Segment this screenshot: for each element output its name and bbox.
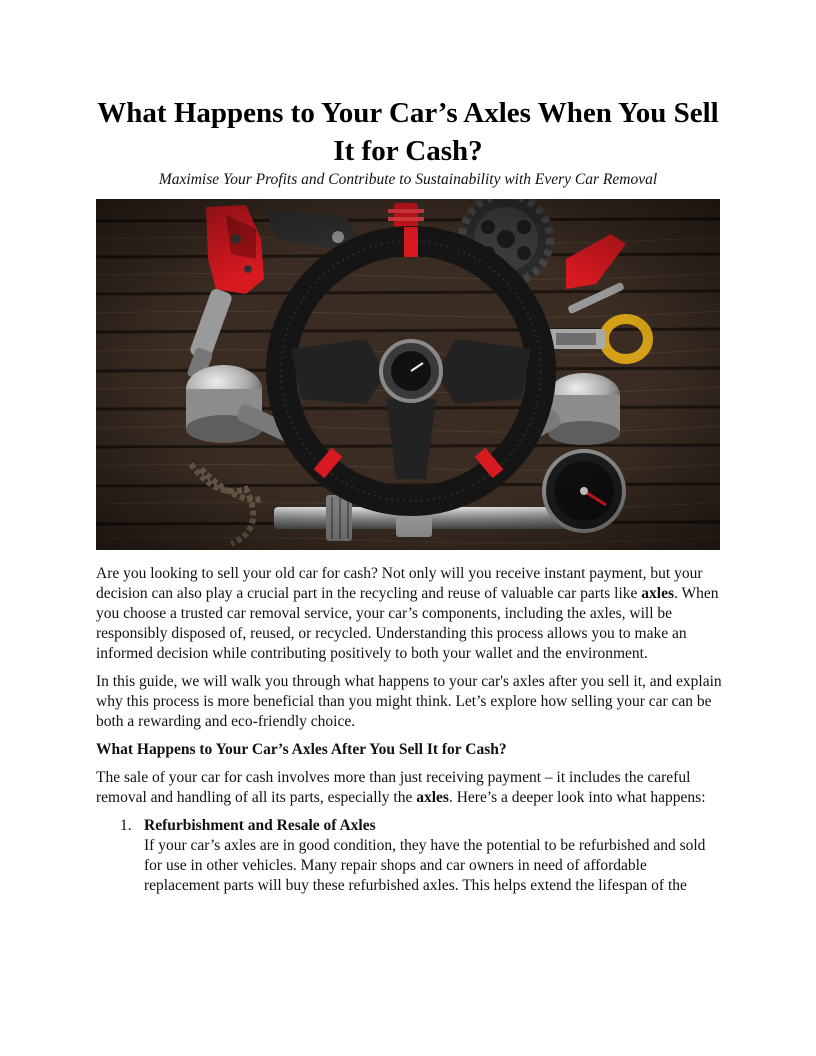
page-subtitle: Maximise Your Profits and Contribute to Sustainability with Every Car Removal xyxy=(158,171,658,188)
list-item-text: If your car’s axles are in good condition, they have the potential to be refurbished and sold for use in other vehicles. Many repair shops and car owners in need of affordable replacement parts will buy these refurbished axles. This helps extend the lifespan of the xyxy=(144,837,706,894)
list-item xyxy=(96,816,726,896)
guide-paragraph: In this guide, we will walk you through what happens to your car's axles after you sell it, and explain why this process is more beneficial than you might think. Let’s explore how selling your car can be both a rewarding and eco-friendly choice. xyxy=(96,673,722,730)
car-parts-photo xyxy=(96,199,720,550)
list-item-heading: Refurbishment and Resale of Axles xyxy=(144,817,376,834)
section-paragraph: The sale of your car for cash involves more than just receiving payment – it includes the careful removal and handling of all its parts, especially the axles. Here’s a deeper look into what happens: xyxy=(96,769,706,806)
article-body xyxy=(96,564,726,896)
bold-axles: axles xyxy=(416,789,449,806)
list-number: 1. xyxy=(120,817,132,834)
section-heading: What Happens to Your Car’s Axles After You Sell It for Cash? xyxy=(96,741,507,758)
intro-paragraph: Are you looking to sell your old car for cash? Not only will you receive instant payment, but your decision can also play a crucial part in the recycling and reuse of valuable car parts like axles. When you choose a trusted car removal service, your car’s components, including the axles, will be responsibly disposed of, reused, or recycled. Understanding this process allows you to make an informed decision while contributing positively to both your wallet and the environment. xyxy=(96,565,719,662)
page-title: What Happens to Your Car’s Axles When You Sell It for Cash? xyxy=(97,97,719,167)
numbered-list xyxy=(96,816,726,896)
bold-axles: axles xyxy=(641,585,674,602)
